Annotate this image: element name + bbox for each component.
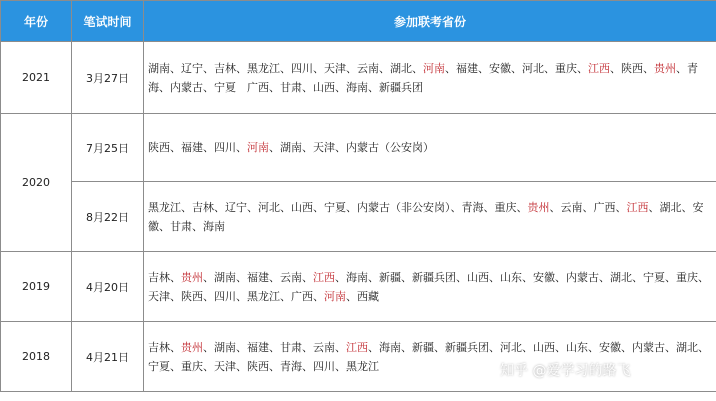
province-highlighted: 河南 (247, 141, 269, 154)
year-cell: 2020 (1, 114, 72, 252)
province-name: 甘肃、 (280, 340, 313, 354)
province-name: 山西、 (533, 340, 566, 354)
province-name: 天津、 (313, 141, 346, 154)
province-name: 吉林、 (192, 200, 225, 214)
province-highlighted: 贵州 (181, 340, 203, 354)
province-name: 陕西、 (181, 289, 214, 303)
province-name: 天津、 (214, 359, 247, 373)
province-highlighted: 江西 (346, 340, 368, 354)
province-highlighted: 河南 (324, 289, 346, 303)
provinces-cell (144, 182, 716, 252)
province-name: 黑龙江、 (148, 200, 192, 214)
province-name: 云南、 (313, 340, 346, 354)
province-name: 福建、 (456, 61, 489, 75)
province-name: 湖南、 (148, 61, 181, 75)
province-name: 湖北、 (390, 61, 423, 75)
province-name: 、 (203, 340, 214, 354)
province-name: 山东、 (566, 340, 599, 354)
province-name: 天津、 (148, 289, 181, 303)
province-name: 云南、 (560, 200, 594, 214)
province-name: 西藏 (357, 289, 379, 303)
province-name: 海南、 (346, 80, 379, 94)
provinces-cell (144, 322, 716, 392)
year-cell: 2021 (1, 42, 72, 114)
province-name: 、 (203, 270, 214, 284)
province-highlighted: 贵州 (181, 270, 203, 284)
date-cell: 3月27日 (72, 42, 144, 114)
province-highlighted: 江西 (626, 200, 649, 214)
province-name: 、 (610, 61, 621, 75)
province-name: 、 (445, 61, 456, 75)
table-row (1, 114, 716, 182)
province-name: 安徽、 (599, 340, 632, 354)
province-name: 、 (549, 200, 561, 214)
province-name: 天津、 (324, 61, 357, 75)
province-name: 湖北、 (659, 200, 693, 214)
province-name: 吉林、 (148, 340, 181, 354)
province-name: 甘肃、 (280, 80, 313, 94)
province-name: 湖南、 (280, 141, 313, 154)
date-cell: 4月21日 (72, 322, 144, 392)
province-name: 安徽、 (489, 61, 522, 75)
province-name: 广西、 (247, 80, 280, 94)
province-name: 内蒙古、 (566, 270, 610, 284)
date-cell: 4月20日 (72, 252, 144, 322)
province-name: 福建、 (181, 141, 214, 154)
year-cell: 2018 (1, 322, 72, 392)
province-name: 、 (335, 270, 346, 284)
province-name: 重庆、 (494, 200, 528, 214)
province-name: 黑龙江、 (247, 61, 291, 75)
province-name: 重庆、 (181, 359, 214, 373)
province-name: 陕西、 (621, 61, 654, 75)
table-header-row (1, 1, 716, 42)
province-name: 内蒙古（非公安岗）、 (357, 200, 462, 214)
header-provinces: 参加联考省份 (144, 1, 716, 42)
province-highlighted: 贵州 (654, 61, 676, 75)
header-exam-date: 笔试时间 (72, 1, 144, 42)
province-name: 山西、 (291, 200, 324, 214)
province-name: 湖南、 (214, 270, 247, 284)
watermark: 知乎 @爱学习的路飞 (500, 363, 631, 379)
province-name: 海南、 (346, 270, 379, 284)
province-highlighted: 贵州 (527, 200, 550, 214)
province-name: 云南、 (280, 270, 313, 284)
province-name: 新疆、 (412, 340, 445, 354)
province-name: 新疆、 (379, 270, 412, 284)
province-name: 重庆、 (676, 270, 709, 284)
province-name: 、 (368, 340, 379, 354)
province-name: 海南、 (379, 340, 412, 354)
province-name: 安徽、 (148, 200, 704, 233)
date-cell: 8月22日 (72, 182, 144, 252)
table-row (1, 252, 716, 322)
province-name: 黑龙江、 (247, 289, 291, 303)
table-row (1, 42, 716, 114)
province-name: 辽宁、 (181, 61, 214, 75)
province-name: 山东、 (500, 270, 533, 284)
province-name: 福建、 (247, 270, 280, 284)
province-name: 海南 (203, 219, 225, 233)
province-name: 内蒙古、 (170, 80, 214, 94)
province-name: 内蒙古（公安岗） (346, 141, 434, 154)
provinces-cell (144, 252, 716, 322)
province-highlighted: 江西 (588, 61, 610, 75)
province-name: 、 (346, 289, 357, 303)
province-name: 山西、 (313, 80, 346, 94)
province-name: 、 (676, 61, 687, 75)
province-name: 青海、 (461, 200, 495, 214)
province-name: 内蒙古、 (632, 340, 676, 354)
province-name: 陕西、 (247, 359, 280, 373)
province-name: 宁夏、 (148, 359, 181, 373)
province-name: 云南、 (357, 61, 390, 75)
province-name: 宁夏 (214, 80, 247, 94)
province-name: 新疆兵团、 (412, 270, 467, 284)
province-name: 四川、 (214, 289, 247, 303)
province-name: 安徽、 (533, 270, 566, 284)
province-name: 四川、 (291, 61, 324, 75)
province-name: 广西、 (593, 200, 627, 214)
province-name: 宁夏、 (643, 270, 676, 284)
province-highlighted: 河南 (423, 61, 445, 75)
table-row (1, 182, 716, 252)
provinces-cell (144, 114, 716, 182)
header-year: 年份 (1, 1, 72, 42)
table-row (1, 322, 716, 392)
province-name: 陕西、 (148, 141, 181, 154)
province-name: 吉林、 (214, 61, 247, 75)
date-cell: 7月25日 (72, 114, 144, 182)
province-name: 新疆兵团、 (445, 340, 500, 354)
province-name: 河北、 (500, 340, 533, 354)
province-name: 辽宁、 (225, 200, 258, 214)
year-cell: 2019 (1, 252, 72, 322)
province-name: 、 (269, 141, 280, 154)
province-name: 四川、 (214, 141, 247, 154)
province-name: 黑龙江 (346, 359, 379, 373)
province-name: 吉林、 (148, 270, 181, 284)
province-name: 青海、 (280, 359, 313, 373)
province-name: 甘肃、 (170, 219, 203, 233)
province-name: 重庆、 (555, 61, 588, 75)
province-name: 河北、 (258, 200, 291, 214)
province-name: 福建、 (247, 340, 280, 354)
province-name: 新疆兵团 (379, 80, 423, 94)
province-highlighted: 江西 (313, 270, 335, 284)
province-name: 湖南、 (214, 340, 247, 354)
province-name: 宁夏、 (324, 200, 357, 214)
province-name: 四川、 (313, 359, 346, 373)
province-name: 湖北、 (610, 270, 643, 284)
province-name: 广西、 (291, 289, 324, 303)
province-name: 青海、 (148, 61, 698, 94)
province-name: 山西、 (467, 270, 500, 284)
province-name: 湖北、 (676, 340, 709, 354)
province-name: 、 (648, 200, 660, 214)
province-name: 河北、 (522, 61, 555, 75)
provinces-cell (144, 42, 716, 114)
